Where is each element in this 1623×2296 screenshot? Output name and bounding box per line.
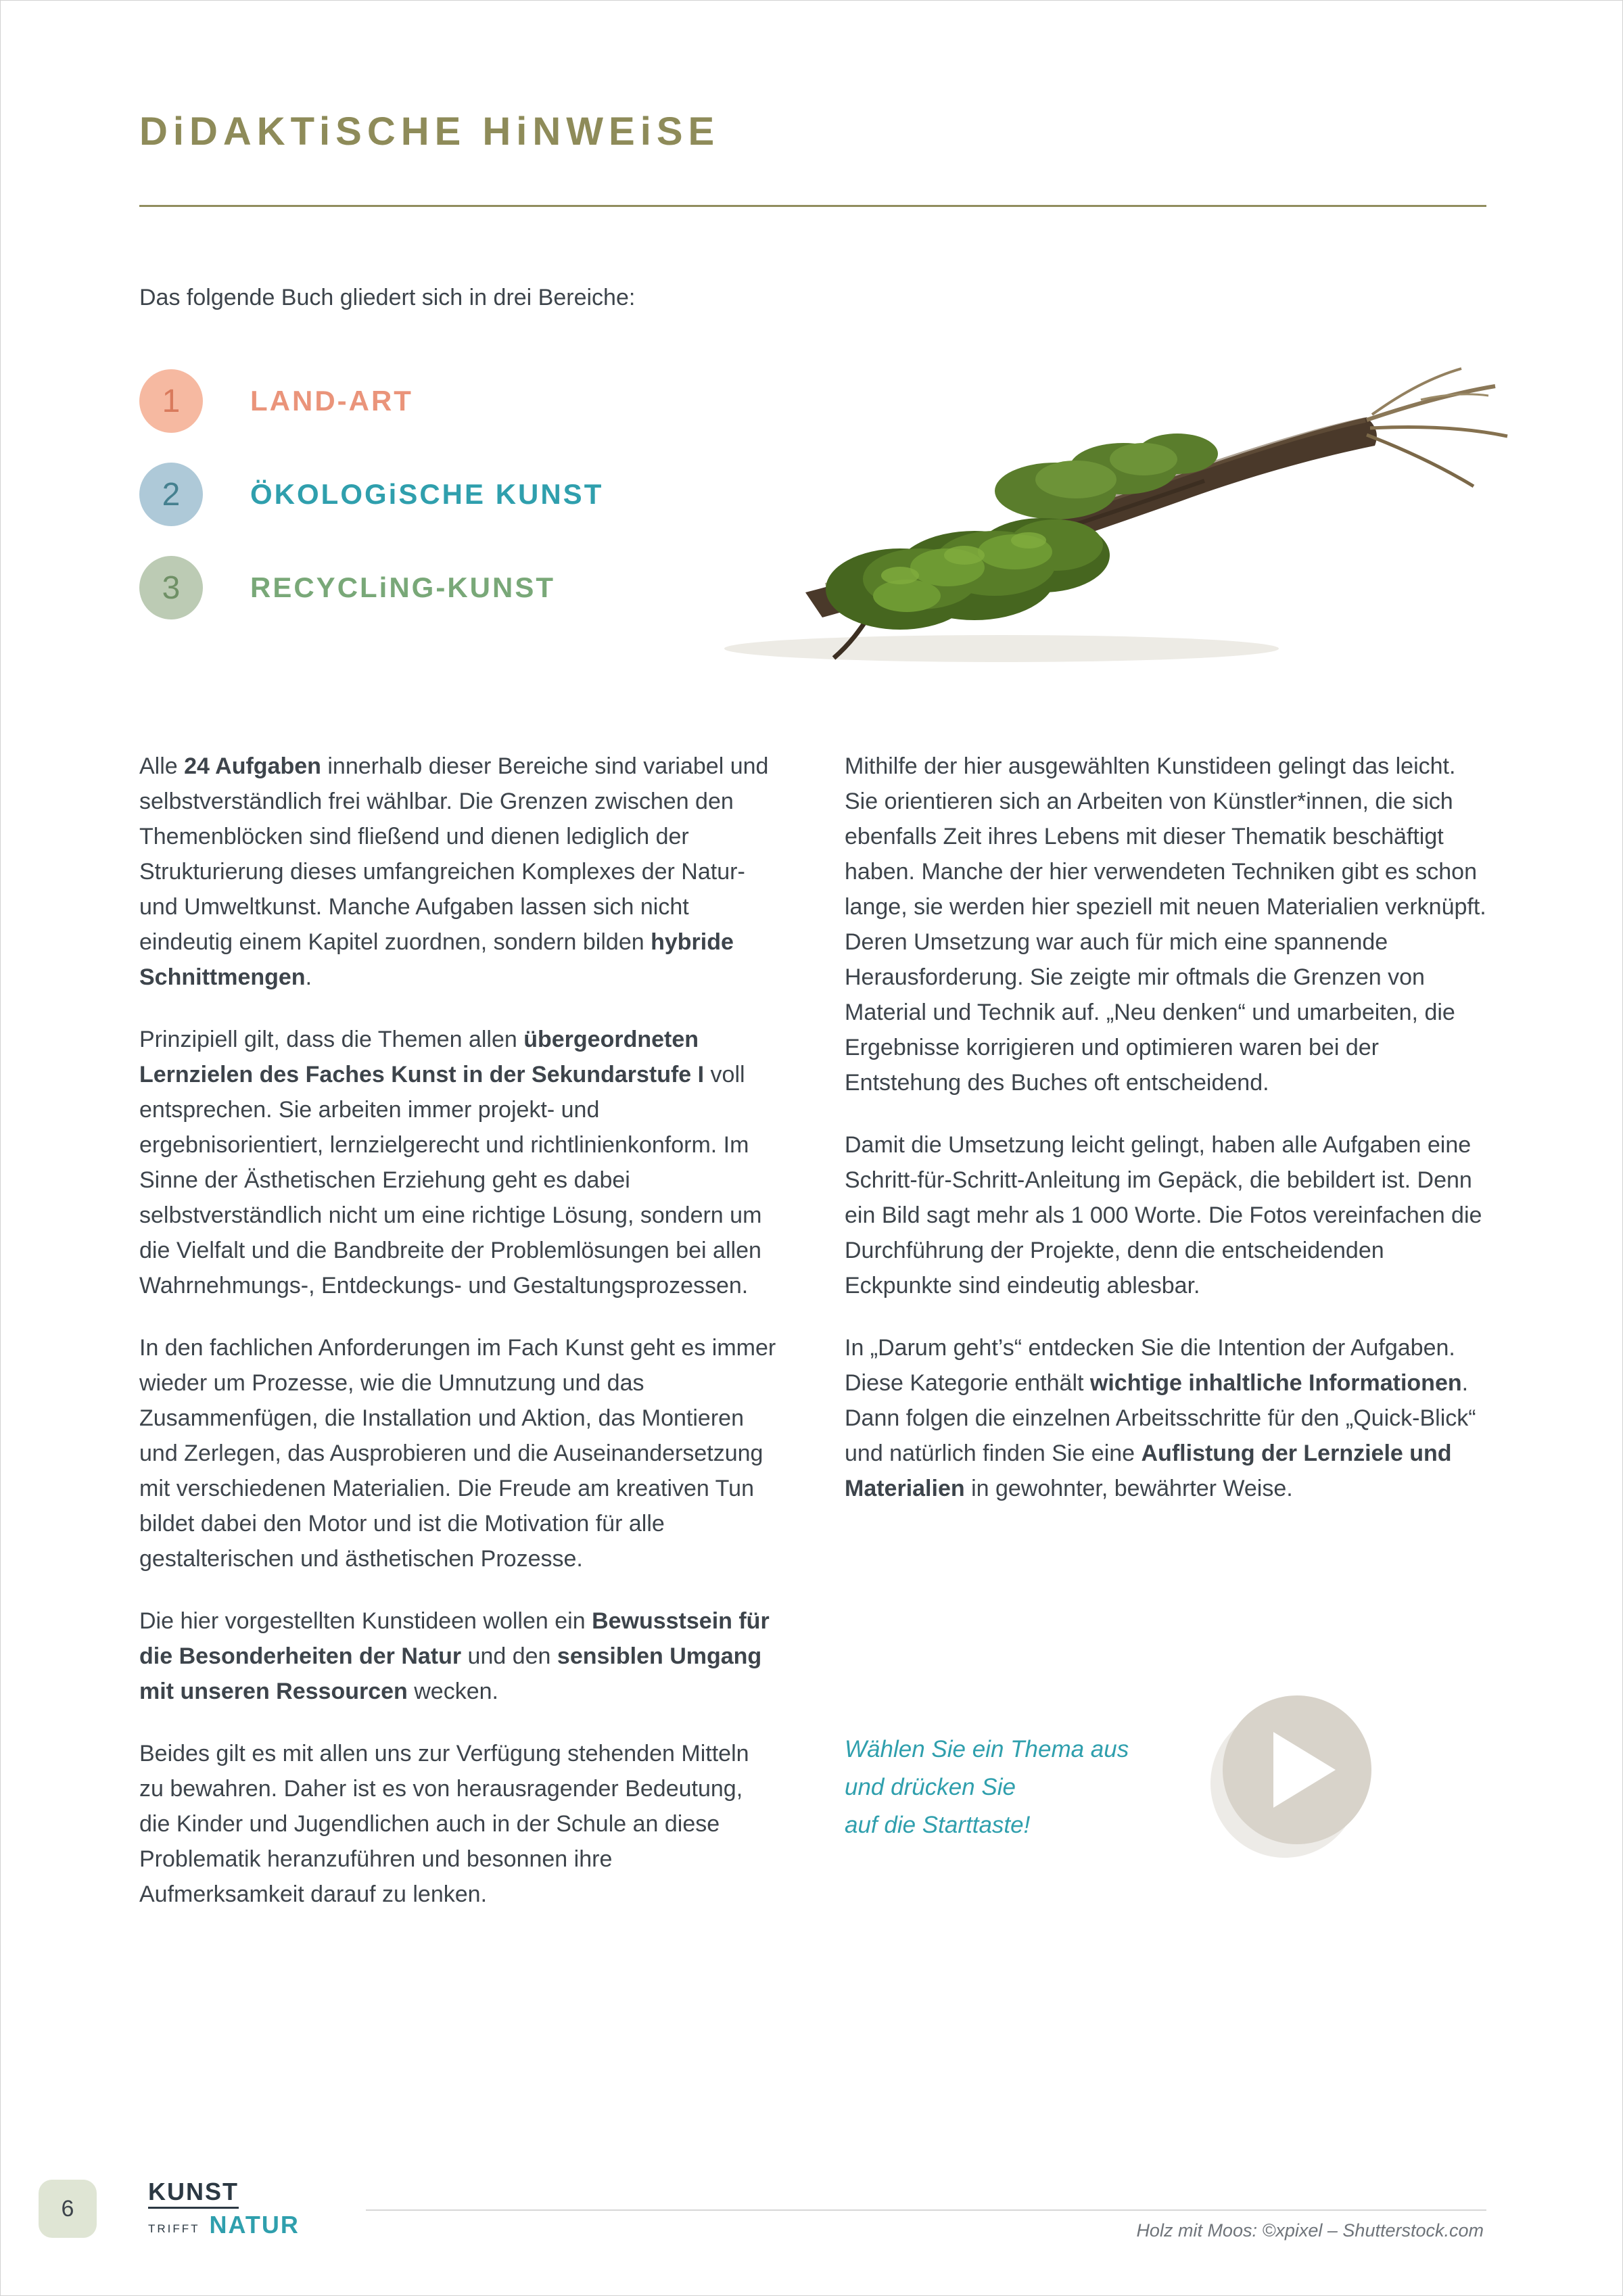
paragraph: Prinzipiell gilt, dass die Themen allen übergeordneten Lernzielen des Faches Kunst in der Sekundarstufe I voll entsprechen. Sie arbeiten immer projekt- und ergebnisorientiert, lernzielgerecht und richtlinienkonform. Im Sinne der Ästhetischen Erziehung geht es dabei selbstverständlich nicht um eine richtige Lösung, sondern um die Vielfalt und die Bandbreite der Problemlösungen bei allen Wahrnehmungs-, Entdeckungs- und Gestaltungsprozessen. [139, 1027, 762, 1299]
callout-line: auf die Starttaste! [845, 1812, 1031, 1838]
paragraph: Mithilfe der hier ausgewählten Kunstideen gelingt das leicht. Sie orientieren sich an Arbeiten von Künstler*innen, die sich ebenfalls Zeit ihres Lebens mit dieser Thematik beschäftigt haben. Manche der hier verwendeten Techniken gibt es schon lange, sie werden hier speziell mit neuen Materialien verknüpft. Deren Umsetzung war auch für mich eine spannende Herausforderung. Sie zeigte mir oftmals die Grenzen von Material und Technik auf. „Neu denken“ und umarbeiten, die Ergebnisse korrigieren und optimieren waren bei der Entstehung des Buches oft entscheidend. [845, 753, 1486, 1096]
callout-line: und drücken Sie [845, 1774, 1016, 1800]
section-label: ÖKOLOGiSCHE KUNST [250, 478, 604, 510]
section-list [139, 369, 603, 619]
left-column [139, 749, 778, 1939]
section-label: RECYCLiNG-KUNST [250, 571, 555, 603]
paragraph: Die hier vorgestellten Kunstideen wollen ein Bewusstsein für die Besonderheiten der Natur und den sensiblen Umgang mit unseren Ressourcen wecken. [139, 1608, 770, 1705]
paragraph: Beides gilt es mit allen uns zur Verfügung stehenden Mitteln zu bewahren. Daher ist es von herausragender Bedeutung, die Kinder und Jugendlichen auch in der Schule an diese Problematik heranzuführen und besonnen ihre Aufmerksamkeit darauf zu lenken. [139, 1741, 749, 1908]
callout-line: Wählen Sie ein Thema aus [845, 1736, 1129, 1762]
title-divider [139, 205, 1486, 207]
section-number-badge: 2 [139, 463, 203, 526]
section-item [139, 463, 603, 526]
play-button-graphic [1215, 1691, 1377, 1860]
section-number-badge: 1 [139, 369, 203, 433]
publisher-logo [148, 2180, 300, 2237]
paragraph: Alle 24 Aufgaben innerhalb dieser Bereiche sind variabel und selbstverständlich frei wählbar. Die Grenzen zwischen den Themenblöcken sind fließend und dienen lediglich der Strukturierung dieses umfangreichen Komplexes der Natur- und Umweltkunst. Manche Aufgaben lassen sich nicht eindeutig einem Kapitel zuordnen, sondern bilden hybride Schnittmengen. [139, 753, 769, 991]
section-item [139, 369, 603, 433]
logo-trifft-text: TRIFFT [148, 2222, 200, 2235]
moss-wood-photo [582, 352, 1529, 677]
play-icon [1223, 1695, 1371, 1844]
right-column [845, 749, 1487, 1533]
photo-credit: Holz mit Moos: ©xpixel – Shutterstock.com [1136, 2220, 1484, 2241]
page-number: 6 [39, 2180, 97, 2238]
paragraph: In den fachlichen Anforderungen im Fach Kunst geht es immer wieder um Prozesse, wie die Umnutzung und das Zusammenfügen, die Installation und Aktion, das Montieren und Zerlegen, das Ausprobieren und die Auseinandersetzung mit verschiedenen Materialien. Die Freude am kreativen Tun bildet dabei den Motor und ist die Motivation für alle gestalterischen und ästhetischen Prozesse. [139, 1335, 776, 1572]
intro-text: Das folgende Buch gliedert sich in drei Bereiche: [139, 285, 636, 310]
section-label: LAND-ART [250, 385, 413, 417]
footer-divider [366, 2209, 1486, 2211]
paragraph: In „Darum geht’s“ entdecken Sie die Intention der Aufgaben. Diese Kategorie enthält wichtige inhaltliche Informationen. Dann folgen die einzelnen Arbeitsschritte für den „Quick-Blick“ und natürlich finden Sie eine Auflistung der Lernziele und Materialien in gewohnter, bewährter Weise. [845, 1335, 1476, 1502]
play-triangle-icon [1273, 1732, 1336, 1808]
page-title: DiDAKTiSCHE HiNWEiSE [139, 110, 720, 154]
section-item [139, 556, 603, 619]
section-number-badge: 3 [139, 556, 203, 619]
logo-natur-text: NATUR [209, 2211, 300, 2239]
logo-kunst-text: KUNST [148, 2180, 239, 2209]
paragraph: Damit die Umsetzung leicht gelingt, haben alle Aufgaben eine Schritt-für-Schritt-Anleitung im Gepäck, die bebildert ist. Denn ein Bild sagt mehr als 1 000 Worte. Die Fotos vereinfachen die Durchführung der Projekte, denn die entscheidenden Eckpunkte sind eindeutig ablesbar. [845, 1132, 1482, 1299]
